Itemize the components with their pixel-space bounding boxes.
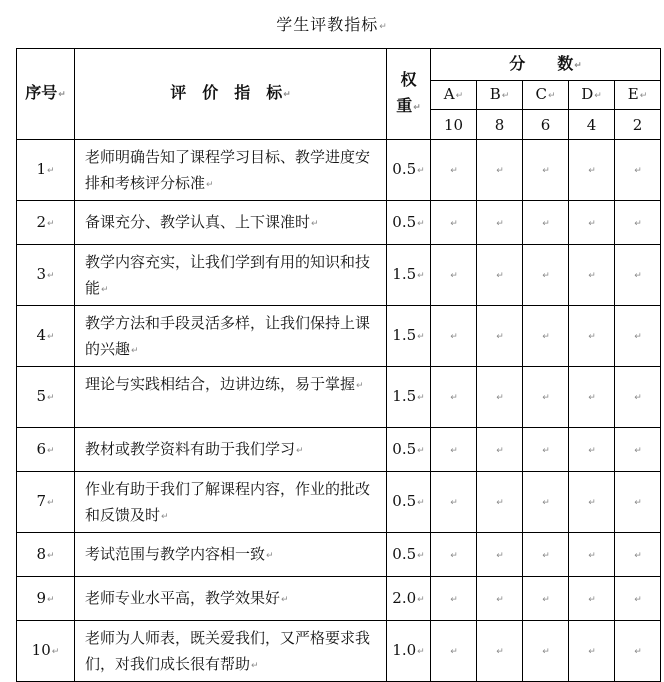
- grade-letter: C↵: [523, 81, 569, 110]
- row-weight: 1.5↵: [387, 367, 431, 428]
- score-cell[interactable]: ↵: [523, 367, 569, 428]
- row-weight: 1.5↵: [387, 245, 431, 306]
- row-criterion: 老师为人师表，既关爱我们，又严格要求我们，对我们成长很有帮助↵: [75, 621, 387, 682]
- page-title: 学生评教指标↵: [276, 15, 388, 34]
- score-cell[interactable]: ↵: [523, 306, 569, 367]
- score-cell[interactable]: ↵: [431, 245, 477, 306]
- score-cell[interactable]: ↵: [523, 245, 569, 306]
- score-cell[interactable]: ↵: [615, 533, 661, 577]
- score-cell[interactable]: ↵: [477, 472, 523, 533]
- score-cell[interactable]: ↵: [477, 140, 523, 201]
- table-row: [17, 472, 661, 533]
- score-cell[interactable]: ↵: [615, 577, 661, 621]
- score-cell[interactable]: ↵: [569, 245, 615, 306]
- score-cell[interactable]: ↵: [615, 306, 661, 367]
- row-index: 7↵: [17, 472, 75, 533]
- header-criteria: 评 价 指 标↵: [75, 49, 387, 140]
- table-row: [17, 245, 661, 306]
- header-weight: 权 重↵: [387, 49, 431, 140]
- score-cell[interactable]: ↵: [523, 201, 569, 245]
- row-criterion: 考试范围与教学内容相一致↵: [75, 533, 387, 577]
- score-cell[interactable]: ↵: [431, 472, 477, 533]
- row-weight: 1.5↵: [387, 306, 431, 367]
- score-cell[interactable]: ↵: [569, 472, 615, 533]
- score-cell[interactable]: ↵: [569, 577, 615, 621]
- row-criterion: 理论与实践相结合，边讲边练，易于掌握↵: [75, 367, 387, 428]
- score-cell[interactable]: ↵: [431, 306, 477, 367]
- row-criterion: 老师明确告知了课程学习目标、教学进度安排和考核评分标准↵: [75, 140, 387, 201]
- score-cell[interactable]: ↵: [477, 245, 523, 306]
- row-weight: 0.5↵: [387, 533, 431, 577]
- score-cell[interactable]: ↵: [431, 201, 477, 245]
- table-row: [17, 140, 661, 201]
- row-criterion: 教材或教学资料有助于我们学习↵: [75, 428, 387, 472]
- row-criterion: 老师专业水平高，教学效果好↵: [75, 577, 387, 621]
- table-row: [17, 577, 661, 621]
- score-cell[interactable]: ↵: [615, 245, 661, 306]
- row-index: 8↵: [17, 533, 75, 577]
- score-cell[interactable]: ↵: [569, 140, 615, 201]
- row-index: 10↵: [17, 621, 75, 682]
- score-cell[interactable]: ↵: [569, 621, 615, 682]
- header-index: 序号↵: [17, 49, 75, 140]
- score-cell[interactable]: ↵: [569, 201, 615, 245]
- grade-letter: A↵: [431, 81, 477, 110]
- score-cell[interactable]: ↵: [477, 306, 523, 367]
- score-cell[interactable]: ↵: [477, 577, 523, 621]
- table-row: [17, 533, 661, 577]
- score-cell[interactable]: ↵: [523, 577, 569, 621]
- table-row: [17, 428, 661, 472]
- score-cell[interactable]: ↵: [569, 533, 615, 577]
- score-cell[interactable]: ↵: [569, 428, 615, 472]
- grade-letter: E↵: [615, 81, 661, 110]
- row-index: 4↵: [17, 306, 75, 367]
- row-weight: 0.5↵: [387, 472, 431, 533]
- header-score: 分 数↵: [431, 49, 661, 81]
- table-row: [17, 306, 661, 367]
- score-cell[interactable]: ↵: [523, 533, 569, 577]
- row-index: 5↵: [17, 367, 75, 428]
- score-cell[interactable]: ↵: [477, 533, 523, 577]
- table-row: [17, 367, 661, 428]
- row-weight: 0.5↵: [387, 201, 431, 245]
- grade-letter: D↵: [569, 81, 615, 110]
- score-cell[interactable]: ↵: [477, 367, 523, 428]
- score-cell[interactable]: ↵: [615, 472, 661, 533]
- grade-points: 8: [477, 110, 523, 140]
- row-index: 3↵: [17, 245, 75, 306]
- score-cell[interactable]: ↵: [477, 428, 523, 472]
- table-row: [17, 201, 661, 245]
- row-index: 2↵: [17, 201, 75, 245]
- score-cell[interactable]: ↵: [477, 201, 523, 245]
- score-cell[interactable]: ↵: [615, 201, 661, 245]
- row-index: 1↵: [17, 140, 75, 201]
- score-cell[interactable]: ↵: [569, 306, 615, 367]
- score-cell[interactable]: ↵: [615, 367, 661, 428]
- score-cell[interactable]: ↵: [431, 533, 477, 577]
- row-index: 9↵: [17, 577, 75, 621]
- score-cell[interactable]: ↵: [523, 621, 569, 682]
- score-cell[interactable]: ↵: [431, 140, 477, 201]
- row-criterion: 备课充分、教学认真、上下课准时↵: [75, 201, 387, 245]
- row-criterion: 作业有助于我们了解课程内容，作业的批改和反馈及时↵: [75, 472, 387, 533]
- score-cell[interactable]: ↵: [431, 367, 477, 428]
- score-cell[interactable]: ↵: [615, 428, 661, 472]
- score-cell[interactable]: ↵: [477, 621, 523, 682]
- row-weight: 0.5↵: [387, 428, 431, 472]
- row-criterion: 教学内容充实，让我们学到有用的知识和技能↵: [75, 245, 387, 306]
- score-cell[interactable]: ↵: [431, 621, 477, 682]
- grade-points: 2: [615, 110, 661, 140]
- row-criterion: 教学方法和手段灵活多样，让我们保持上课的兴趣↵: [75, 306, 387, 367]
- grade-points: 4: [569, 110, 615, 140]
- grade-letter: B↵: [477, 81, 523, 110]
- table-row: [17, 621, 661, 682]
- row-weight: 0.5↵: [387, 140, 431, 201]
- score-cell[interactable]: ↵: [523, 140, 569, 201]
- score-cell[interactable]: ↵: [569, 367, 615, 428]
- grade-points: 10: [431, 110, 477, 140]
- score-cell[interactable]: ↵: [615, 621, 661, 682]
- row-weight: 1.0↵: [387, 621, 431, 682]
- score-cell[interactable]: ↵: [431, 577, 477, 621]
- score-cell[interactable]: ↵: [615, 140, 661, 201]
- row-index: 6↵: [17, 428, 75, 472]
- grade-points: 6: [523, 110, 569, 140]
- score-cell[interactable]: ↵: [523, 428, 569, 472]
- evaluation-table: [16, 48, 661, 682]
- score-cell[interactable]: ↵: [431, 428, 477, 472]
- row-weight: 2.0↵: [387, 577, 431, 621]
- score-cell[interactable]: ↵: [523, 472, 569, 533]
